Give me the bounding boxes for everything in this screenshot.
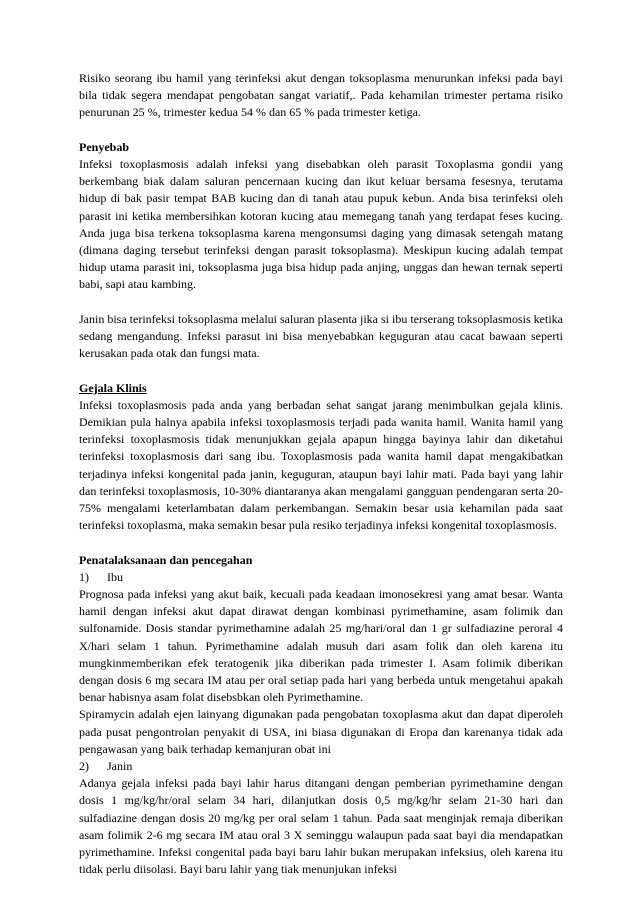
heading-penatalaksanaan: Penatalaksanaan dan pencegahan xyxy=(79,552,253,567)
subheading-ibu xyxy=(79,569,563,586)
subheading-ibu-label: Ibu xyxy=(107,569,123,584)
document-page xyxy=(79,70,563,878)
intro-paragraph: Risiko seorang ibu hamil yang terinfeksi akut dengan toksoplasma menurunkan infeksi pada bayi bila tidak segera mendapat pengobatan sangat variatif,. Pada kehamilan trimester pertama risiko penurunan 25 %, trimester kedua 54 % dan 65 % pada trimester ketiga. xyxy=(79,71,563,120)
heading-penyebab: Penyebab xyxy=(79,139,130,154)
subheading-janin-label: Janin xyxy=(107,759,133,774)
janin-paragraph: Adanya gejala infeksi pada bayi lahir harus ditangani dengan pemberian pyrimethamine dengan dosis 1 mg/kg/hr/oral selam 34 hari, dilanjutkan dosis 0,5 mg/kg/hr selam 21-30 hari dan sulfadiazine dengan dosis 20 mg/kg per oral selam 1 tahun. Pada saat menginjak remaja diberikan asam folimik 2-6 mg secara IM atau oral 3 X seminggu walaupun pada saat bayi dia mendapatkan pyrimethamine. Infeksi congenital pada bayi baru lahir bukan merupakan infeksius, oleh karena itu tidak perlu diisolasi. Bayi baru lahir yang tiak menunjukan infeksi xyxy=(79,776,563,877)
penyebab-paragraph-1: Infeksi toxoplasmosis adalah infeksi yang disebabkan oleh parasit Toxoplasma gondii yang berkembang biak dalam saluran pencernaan kucing dan ikut keluar bersama fesesnya, terutama hidup di bak pasir tempat BAB kucing dan di tanah atau pupuk kebun. Anda bisa terinfeksi oleh parasit ini ketika membersihkan kotoran kucing atau memegang tanah yang terdapat feses kucing. Anda juga bisa terkena toksoplasma karena mengonsumsi daging yang dimasak setengah matang (dimana daging tersebut terinfeksi dengan parasit toksoplasma). Meskipun kucing adalah tempat hidup utama parasit ini, toksoplasma juga bisa hidup pada anjing, unggas dan hewan ternak seperti babi, sapi atau kambing. xyxy=(79,157,563,292)
gejala-paragraph: Infeksi toxoplasmosis pada anda yang berbadan sehat sangat jarang menimbulkan gejala klinis. Demikian pula halnya apabila infeksi toxoplasmosis terjadi pada wanita hamil. Wanita hamil yang terinfeksi toxoplasmosis tidak menunjukkan gejala apapun hingga bayinya lahir dan diketahui terinfeksi toxoplasmosis dari sang ibu. Toxoplasmosis pada wanita hamil dapat mengakibatkan terjadinya infeksi kongenital pada janin, keguguran, ataupun bayi lahir mati. Pada bayi yang lahir dan terinfeksi toxoplasmosis, 10-30% diantaranya akan mengalami gangguan pendengaran serta 20-75% mengalami keterlambatan dalam perkembangan. Semakin besar usia kehamilan pada saat terinfeksi toxoplasma, maka semakin besar pula resiko terjadinya infeksi kongenital toxoplasmosis. xyxy=(79,397,563,533)
subheading-janin xyxy=(79,758,563,775)
ibu-paragraph-2: Spiramycin adalah ejen lainyang digunakan pada pengobatan toxoplasma akut dan dapat diperoleh pada pusat pengontrolan penyakit di USA, ini biasa digunakan di Eropa dan karenanya tidak ada pengawasan yang baik terhadap kemanjuran obat ini xyxy=(79,707,563,756)
heading-gejala-klinis: Gejala Klinis xyxy=(79,380,147,395)
subheading-ibu-number: 1) xyxy=(79,569,89,584)
ibu-paragraph-1: Prognosa pada infeksi yang akut baik, kecuali pada keadaan imonosekresi yang amat besar. Wanta hamil dengan infeksi akut dapat dirawat dengan kombinasi pyrimethamine, asam folimik dan sulfonamide. Dosis standar pyrimethamine adalah 25 mg/hari/oral dan 1 gr sulfadiazine peroral 4 X/hari selam 1 tahun. Pyrimethamine adalah musuh dari asam folik dan oleh karena itu mungkinmemberikan efek teratogenik jika diberikan pada trimester I. Asam folimik diberikan dengan dosis 6 mg secara IM atau per oral setiap pada hari yang berbeda untuk mengetahui apakah benar habisnya asam folat disebsbkan oleh Pyrimethamine. xyxy=(79,587,563,705)
penyebab-paragraph-2: Janin bisa terinfeksi toksoplasma melalui saluran plasenta jika si ibu terserang toksoplasmosis ketika sedang mengandung. Infeksi parasut ini bisa menyebabkan keguguran atau cacat bawaan seperti kerusakan pada otak dan fungsi mata. xyxy=(79,311,563,361)
subheading-janin-number: 2) xyxy=(79,759,89,774)
